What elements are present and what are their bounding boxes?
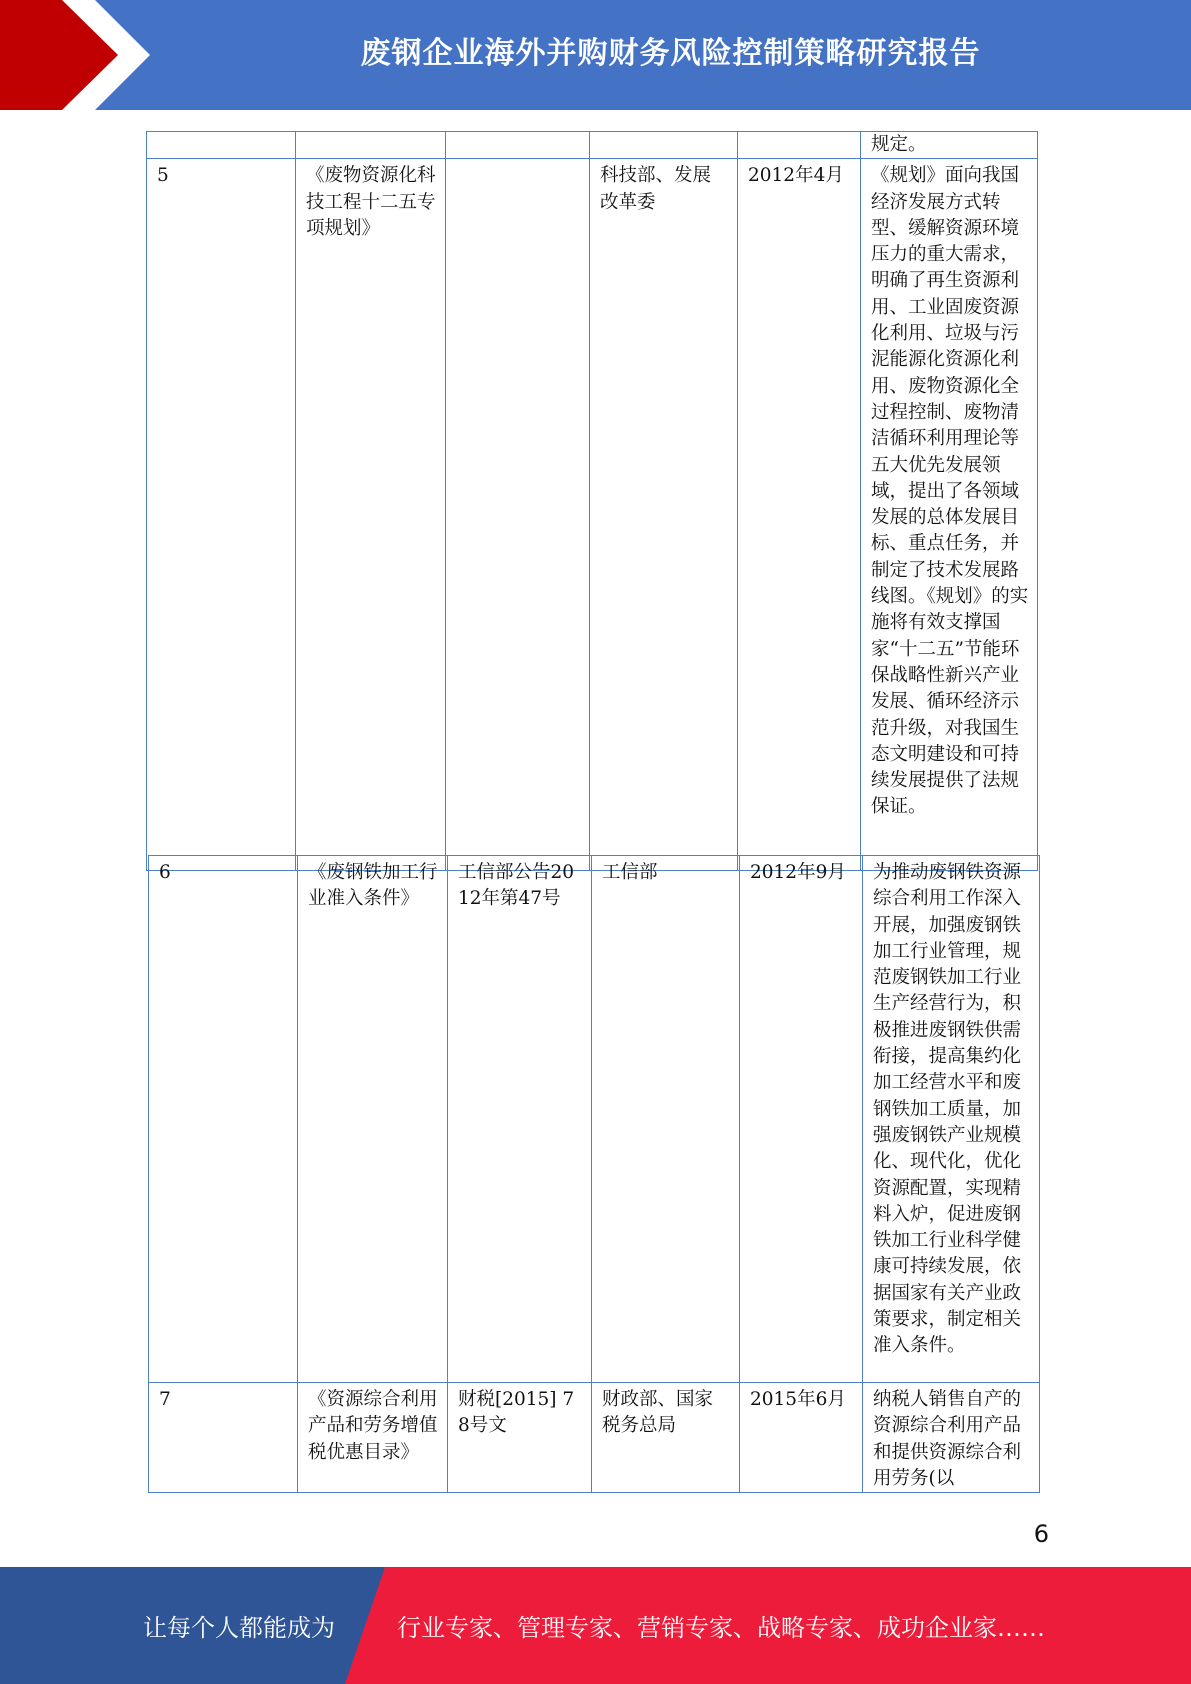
table-row (149, 1383, 1040, 1493)
table-row (147, 159, 1038, 871)
department-cell: 财政部、国家税务总局 (592, 1383, 740, 1493)
department-cell: 科技部、发展改革委 (590, 159, 738, 871)
policy-table-bottom (148, 855, 1040, 1493)
document-number-cell: 财税[2015] 78号文 (448, 1383, 592, 1493)
date-cell: 2012年4月 (738, 159, 861, 871)
header-arrow-icon (0, 0, 160, 110)
page-title: 废钢企业海外并购财务风险控制策略研究报告 (360, 36, 981, 71)
content-cell: 《规划》面向我国经济发展方式转型、缓解资源环境压力的重大需求，明确了再生资源利用、工业固废资源化利用、垃圾与污泥能源化资源化利用、废物资源化全过程控制、废物清洁循环利用理论等五大优先发展领域，提出了各领域发展的总体发展目标、重点任务，并制定了技术发展路线图。《规划》的实施将有效支撑国家“十二五”节能环保战略性新兴产业发展、循环经济示范升级，对我国生态文明建设和可持续发展提供了法规保证。 (861, 159, 1038, 871)
content-cell: 为推动废钢铁资源综合利用工作深入开展，加强废钢铁加工行业管理，规范废钢铁加工行业生产经营行为，积极推进废钢铁供需衔接，提高集约化加工经营水平和废钢铁加工质量，加强废钢铁产业规模化、现代化，优化资源配置，实现精料入炉，促进废钢铁加工行业科学健康可持续发展，依据国家有关产业政策要求，制定相关准入条件。 (863, 856, 1040, 1383)
row-number-cell: 7 (149, 1383, 298, 1493)
table-row-continued (147, 132, 1038, 159)
policy-name-cell: 《废钢铁加工行业准入条件》 (298, 856, 448, 1383)
row-number-cell: 5 (147, 159, 296, 871)
table-row (149, 856, 1040, 1383)
content-cell: 纳税人销售自产的资源综合利用产品和提供资源综合利用劳务(以 (863, 1383, 1040, 1493)
page-number: 6 (1033, 1520, 1049, 1548)
row-number-cell: 6 (149, 856, 298, 1383)
department-cell: 工信部 (592, 856, 740, 1383)
date-cell: 2012年9月 (740, 856, 863, 1383)
table-cell (738, 132, 861, 159)
footer-slogan-right: 行业专家、管理专家、营销专家、战略专家、成功企业家…… (397, 1614, 1045, 1642)
table-cell (147, 132, 296, 159)
document-number-cell: 工信部公告2012年第47号 (448, 856, 592, 1383)
policy-name-cell: 《废物资源化科技工程十二五专项规划》 (296, 159, 446, 871)
date-cell: 2015年6月 (740, 1383, 863, 1493)
table-cell (446, 132, 590, 159)
table-cell (296, 132, 446, 159)
header-banner (0, 0, 1191, 110)
policy-name-cell: 《资源综合利用产品和劳务增值税优惠目录》 (298, 1383, 448, 1493)
document-number-cell (446, 159, 590, 871)
table-cell (590, 132, 738, 159)
policy-table-top (146, 131, 1038, 871)
footer-slogan-left: 让每个人都能成为 (143, 1614, 335, 1642)
footer-banner (0, 1567, 1191, 1684)
table-cell: 规定。 (861, 132, 1038, 159)
